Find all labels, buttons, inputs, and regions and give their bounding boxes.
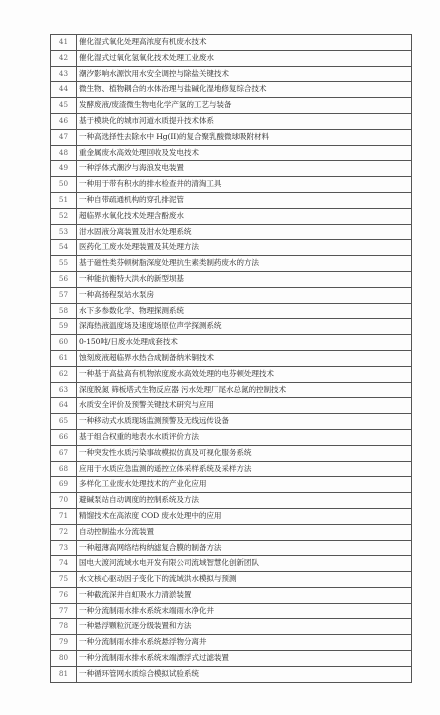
row-title: 避碱泵站自动调度的控制系统及方法 [77, 493, 412, 509]
table-row [51, 445, 412, 461]
table-row [51, 208, 412, 224]
table-row [51, 129, 412, 145]
row-number: 80 [51, 651, 77, 667]
row-title: 一种循环管网水质综合模拟试验系统 [77, 666, 412, 682]
table-row [51, 414, 412, 430]
table-row [51, 572, 412, 588]
row-number: 81 [51, 666, 77, 682]
table-row [51, 461, 412, 477]
table-row [51, 350, 412, 366]
row-number: 42 [51, 50, 77, 66]
table-row [51, 98, 412, 114]
table-row [51, 82, 412, 98]
row-number: 77 [51, 603, 77, 619]
row-number: 64 [51, 398, 77, 414]
row-title: 多样化工业废水处理技术的产业化应用 [77, 477, 412, 493]
table-row [51, 303, 412, 319]
row-title: 自动控制盐水分流装置 [77, 524, 412, 540]
row-number: 43 [51, 66, 77, 82]
row-number: 50 [51, 177, 77, 193]
table-row [51, 587, 412, 603]
row-title: 发酵废液/废渣微生物电化学产氢的工艺与装备 [77, 98, 412, 114]
row-title: 精馏技术在高浓度 COD 废水处理中的应用 [77, 508, 412, 524]
table-row [51, 335, 412, 351]
row-number: 46 [51, 113, 77, 129]
row-number: 54 [51, 240, 77, 256]
row-number: 58 [51, 303, 77, 319]
table-row [51, 161, 412, 177]
row-title: 一种能抗衡特大洪水的新型坝基 [77, 271, 412, 287]
project-list-body [51, 35, 412, 683]
row-title: 基于组合权重的地表水水质评价方法 [77, 429, 412, 445]
row-title: 超临界水氧化技术处理含酚废水 [77, 208, 412, 224]
row-number: 59 [51, 319, 77, 335]
row-number: 62 [51, 366, 77, 382]
row-title: 催化湿式氧化处理高浓度有机废水技术 [77, 35, 412, 51]
row-title: 0-150吨/日废水处理成套技术 [77, 335, 412, 351]
row-number: 79 [51, 635, 77, 651]
project-list-table [50, 34, 412, 683]
table-row [51, 113, 412, 129]
row-number: 68 [51, 461, 77, 477]
table-row [51, 177, 412, 193]
row-title: 医药化工废水处理装置及其处理方法 [77, 240, 412, 256]
row-title: 一种分流制雨水排水系统悬浮物分离井 [77, 635, 412, 651]
row-number: 45 [51, 98, 77, 114]
table-row [51, 240, 412, 256]
table-row [51, 287, 412, 303]
row-title: 国电大渡河流域水电开发有限公司流域智慧化创新团队 [77, 556, 412, 572]
row-number: 48 [51, 145, 77, 161]
table-row [51, 556, 412, 572]
row-title: 一种悬浮颗粒沉逐分级装置和方法 [77, 619, 412, 635]
row-number: 60 [51, 335, 77, 351]
table-row [51, 508, 412, 524]
table-row [51, 192, 412, 208]
row-title: 重金属废水高效处理回收及发电技术 [77, 145, 412, 161]
row-number: 47 [51, 129, 77, 145]
table-row [51, 603, 412, 619]
table-row [51, 319, 412, 335]
row-title: 一种移动式水质现场监测预警及无线远传设备 [77, 414, 412, 430]
row-number: 51 [51, 192, 77, 208]
table-row [51, 540, 412, 556]
row-title: 水文核心驱动因子变化下的流域洪水模拟与预测 [77, 572, 412, 588]
row-title: 催化湿式过氧化氢氧化技术处理工业废水 [77, 50, 412, 66]
row-number: 67 [51, 445, 77, 461]
row-title: 蚀刻废液超临界水热合成制备纳米铜技术 [77, 350, 412, 366]
row-number: 57 [51, 287, 77, 303]
row-title: 深海热液温度场及速度场原位声学探测系统 [77, 319, 412, 335]
table-row [51, 429, 412, 445]
table-row [51, 666, 412, 682]
row-number: 78 [51, 619, 77, 635]
row-number: 75 [51, 572, 77, 588]
table-row [51, 619, 412, 635]
table-row [51, 398, 412, 414]
row-number: 74 [51, 556, 77, 572]
row-number: 71 [51, 508, 77, 524]
table-row [51, 50, 412, 66]
row-title: 应用于水质应急监测的遥控立体采样系统及采样方法 [77, 461, 412, 477]
row-title: 一种自带疏通机构的穿孔排泥管 [77, 192, 412, 208]
table-row [51, 256, 412, 272]
row-title: 基于模块化的城市河道水质提升技术体系 [77, 113, 412, 129]
row-title: 水下多参数化学、物理探测系统 [77, 303, 412, 319]
table-row [51, 66, 412, 82]
row-number: 70 [51, 493, 77, 509]
row-title: 一种高扬程泵站水泵房 [77, 287, 412, 303]
row-title: 一种用于带有积水的排水检查井的清淘工具 [77, 177, 412, 193]
table-row [51, 524, 412, 540]
row-number: 55 [51, 256, 77, 272]
table-row [51, 271, 412, 287]
row-title: 基于磁性类芬顿树脂深度处理抗生素类制药废水的方法 [77, 256, 412, 272]
row-title: 一种浮体式潮汐与海浪发电装置 [77, 161, 412, 177]
row-number: 76 [51, 587, 77, 603]
row-number: 73 [51, 540, 77, 556]
row-number: 63 [51, 382, 77, 398]
row-number: 41 [51, 35, 77, 51]
row-number: 65 [51, 414, 77, 430]
table-row [51, 651, 412, 667]
row-number: 61 [51, 350, 77, 366]
table-row [51, 493, 412, 509]
table-row [51, 477, 412, 493]
row-number: 66 [51, 429, 77, 445]
row-title: 深度脱氮 筛板塔式生物反应器 污水处理厂尾水总氮的控制技术 [77, 382, 412, 398]
row-number: 53 [51, 224, 77, 240]
row-title: 水质安全评价及预警关键技术研究与应用 [77, 398, 412, 414]
row-number: 72 [51, 524, 77, 540]
row-title: 一种突发性水质污染事故模拟仿真及可视化服务系统 [77, 445, 412, 461]
row-number: 49 [51, 161, 77, 177]
row-number: 52 [51, 208, 77, 224]
table-row [51, 35, 412, 51]
row-title: 一种分流制雨水排水系统末端漂浮式过滤装置 [77, 651, 412, 667]
row-title: 一种高选择性去除水中 Hg(II)的复合聚乳酸微球吸附材料 [77, 129, 412, 145]
row-title: 泔水固液分离装置及泔水处理系统 [77, 224, 412, 240]
row-number: 44 [51, 82, 77, 98]
row-title: 一种截流深井自虹吸水力清淤装置 [77, 587, 412, 603]
table-row [51, 224, 412, 240]
table-row [51, 366, 412, 382]
table-row [51, 635, 412, 651]
row-title: 一种超薄高网络结构纳滤复合膜的制备方法 [77, 540, 412, 556]
row-number: 69 [51, 477, 77, 493]
table-row [51, 382, 412, 398]
table-row [51, 145, 412, 161]
row-title: 一种基于高盐高有机物浓度废水高效处理的电芬顿处理技术 [77, 366, 412, 382]
row-title: 一种分流制雨水排水系统末端雨水净化井 [77, 603, 412, 619]
row-title: 微生物、植物耦合的水体治理与盐碱化湿地修复综合技术 [77, 82, 412, 98]
row-title: 潮汐影响水源饮用水安全调控与除盐关键技术 [77, 66, 412, 82]
row-number: 56 [51, 271, 77, 287]
